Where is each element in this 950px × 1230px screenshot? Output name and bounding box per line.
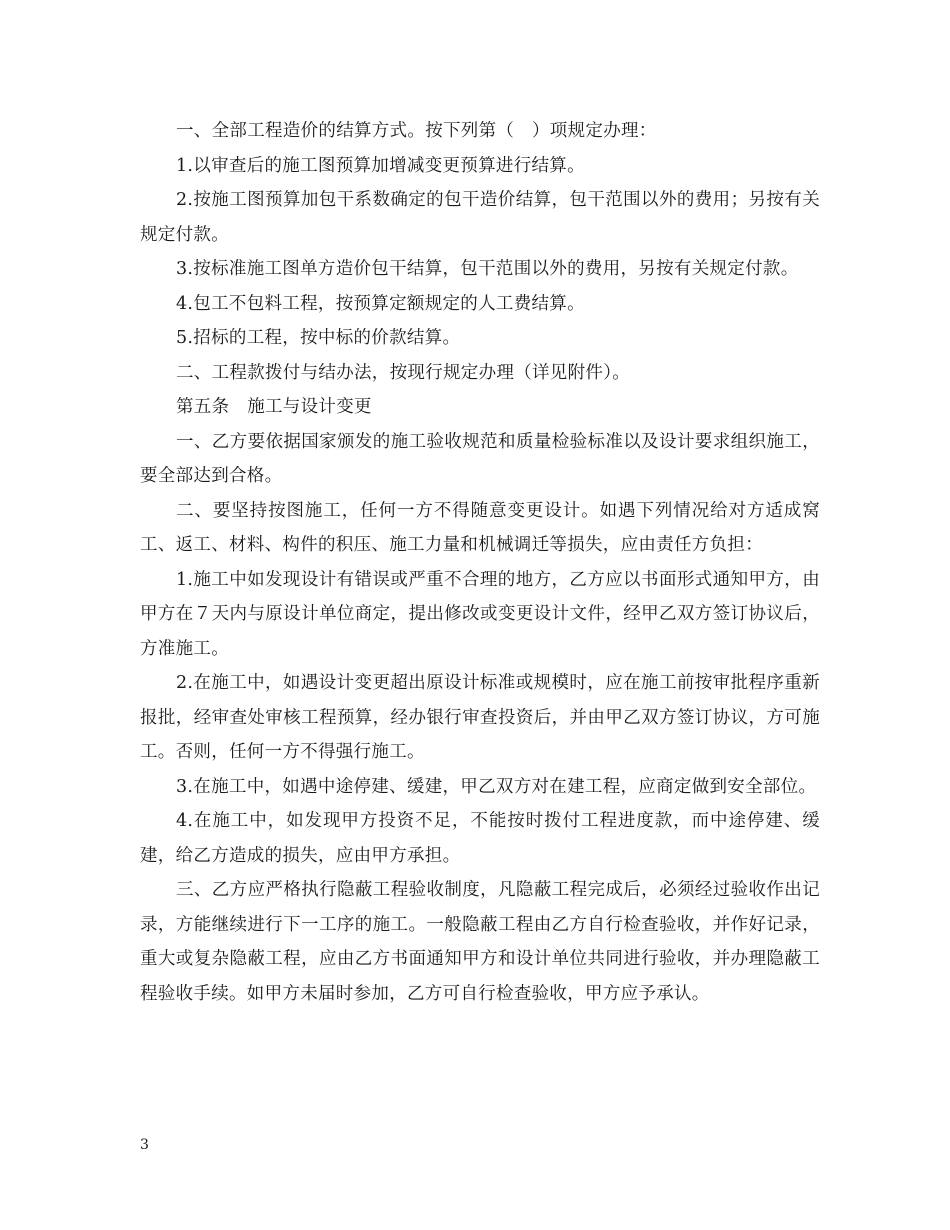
paragraph: 二、要坚持按图施工，任何一方不得随意变更设计。如遇下列情况给对方适成窝工、返工、材料、构件的积压、施工力量和机械调迁等损失，应由责任方负担： xyxy=(140,500,820,555)
paragraph: 4.包工不包料工程，按预算定额规定的人工费结算。 xyxy=(176,293,585,314)
paragraph: 3.在施工中，如遇中途停建、缓建，甲乙双方对在建工程，应商定做到安全部位。 xyxy=(176,776,817,797)
paragraph: 2.按施工图预算加包干系数确定的包干造价结算，包干范围以外的费用；另按有关规定付款。 xyxy=(140,190,820,245)
paragraph: 1.以审查后的施工图预算加增减变更预算进行结算。 xyxy=(176,155,585,176)
paragraph: 3.按标准施工图单方造价包干结算，包干范围以外的费用，另按有关规定付款。 xyxy=(176,259,799,279)
paragraph: 2.在施工中，如遇设计变更超出原设计标准或规模时，应在施工前按审批程序重新报批，经审查处审核工程预算，经办银行审查投资后，并由甲乙双方签订协议，方可施工。否则，任何一方不得强行施工。 xyxy=(140,673,820,762)
section-heading: 第五条 施工与设计变更 xyxy=(176,397,372,417)
document-body xyxy=(140,114,820,1011)
paragraph: 5.招标的工程，按中标的价款结算。 xyxy=(176,328,461,348)
paragraph: 4.在施工中，如发现甲方投资不足，不能按时拨付工程进度款，而中途停建、缓建，给乙方造成的损失，应由甲方承担。 xyxy=(140,811,820,866)
paragraph: 1.施工中如发现设计有错误或严重不合理的地方，乙方应以书面形式通知甲方，由甲方在７天内与原设计单位商定，提出修改或变更设计文件，经甲乙双方签订协议后，方准施工。 xyxy=(140,569,820,659)
paragraph: 一、全部工程造价的结算方式。按下列第（ ）项规定办理： xyxy=(176,121,657,141)
paragraph: 三、乙方应严格执行隐蔽工程验收制度，凡隐蔽工程完成后，必须经过验收作出记录，方能继续进行下一工序的施工。一般隐蔽工程由乙方自行检查验收，并作好记录，重大或复杂隐蔽工程，应由乙方书面通知甲方和设计单位共同进行验收，并办理隐蔽工程验收手续。如甲方未届时参加，乙方可自行检查验收，甲方应予承认。 xyxy=(140,880,820,1004)
paragraph: 二、工程款拨付与结办法，按现行规定办理（详见附件）。 xyxy=(176,362,631,383)
paragraph: 一、乙方要依据国家颁发的施工验收规范和质量检验标准以及设计要求组织施工，要全部达到合格。 xyxy=(140,431,820,486)
page-number: 3 xyxy=(140,1137,149,1153)
